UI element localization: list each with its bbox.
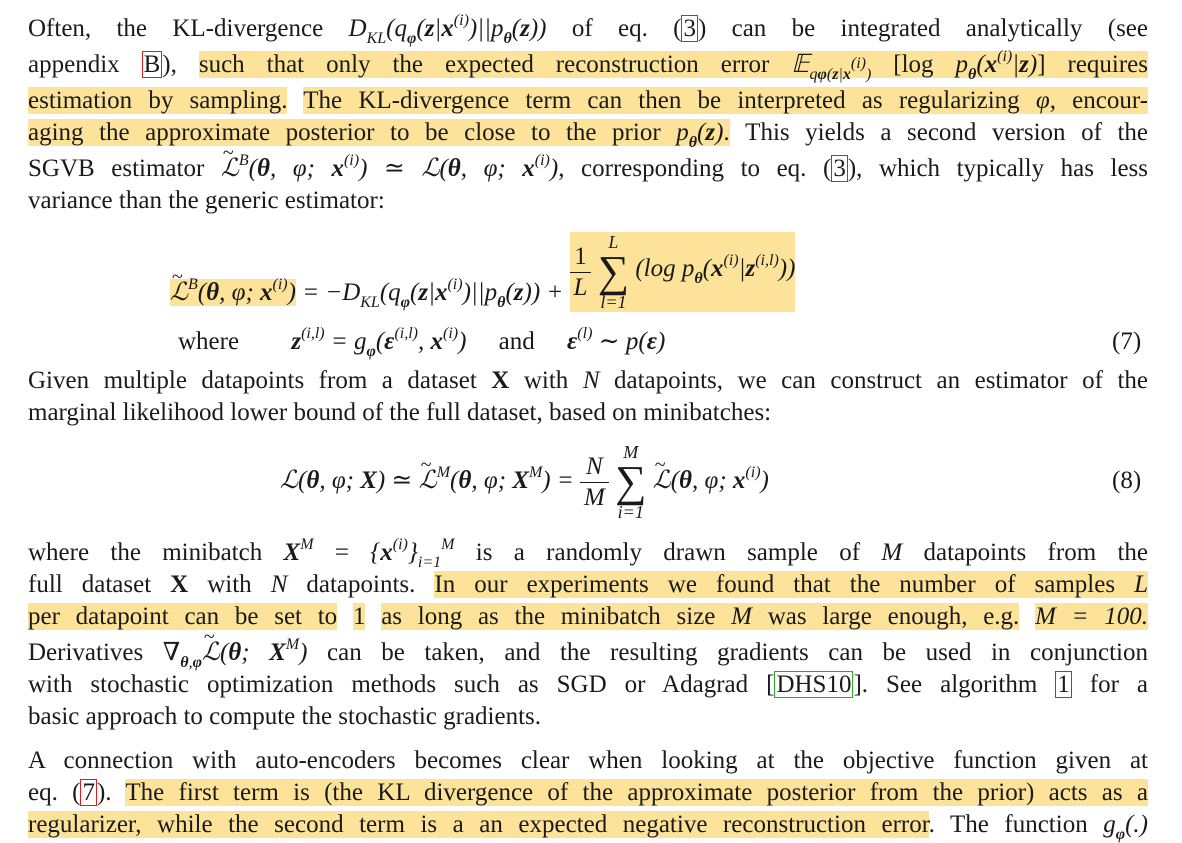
p3-line-3: per datapoint can be set to 1 as long as the minibatch size M was large enough, e.g. M = 100.: [28, 603, 1148, 630]
equation-8: ℒ(θ, φ; X) ≃ ~ ℒ$^M$(θ, φ; $X^M$) = $\frac{N}{M}$ M ∑ i=1 ~ ℒ(θ, φ; $x^{(i)}$): [280, 442, 769, 522]
ref-eq-3[interactable]: 3: [683, 15, 696, 42]
and-label: and: [498, 328, 535, 355]
p1-line-2: appendix B), such that only the expected reconstruction error 𝔼$_{q\varphi(z|x(i))}$ [log $p_\theta(x^{(i)}|z)$] requires: [28, 48, 1149, 83]
ref-eq-3b[interactable]: 3: [833, 155, 846, 182]
ref-algorithm-1[interactable]: 1: [1057, 671, 1070, 698]
p4-line-3: regularizer, while the second term is a an expected negative reconstruction error. The function $g_\varphi(.)$: [28, 811, 1148, 843]
equation-7-number: (7): [1112, 328, 1142, 355]
p1-line-1: Often, the KL-divergence $D_{KL}(q_\varphi(z|x^{(i)})||p_\theta(z))$ of eq. (3) can be integrated analytically (see: [28, 12, 1148, 47]
p3-line-6: basic approach to compute the stochastic gradients.: [28, 703, 542, 730]
cite-dhs10[interactable]: DHS10: [776, 671, 852, 698]
ref-appendix-b[interactable]: B: [143, 51, 161, 78]
p3-line-5: with stochastic optimization methods such as SGD or Adagrad [DHS10]. See algorithm 1 for a: [28, 671, 1149, 698]
equation-7: ~ ℒ$^B$(θ, φ; $x^{(i)}) = -D_{KL}(q_\varphi(z|x^{(i)})||p_\theta(z))$ + $\frac{1}{L}$ L ∑ l=1 (log $p_\theta(x^{(i)}|z^{(i,l)})$): [170, 232, 795, 312]
p4-line-1: A connection with auto-encoders becomes clear when looking at the objective function given at: [28, 747, 1148, 774]
p3-line-2: full dataset X with N datapoints. In our experiments we found that the number of samples L: [28, 571, 1148, 598]
p3-line-1: where the minibatch $X^M = \{x^{(i)}\}_{i=1}^M$ is a randomly drawn sample of M datapoints from the: [28, 536, 1149, 571]
p2-line-1: Given multiple datapoints from a dataset X with N datapoints, we can construct an estimator of the: [28, 367, 1148, 394]
equation-8-number: (8): [1112, 467, 1142, 494]
p1-line-4: aging the approximate posterior to be close to the prior $p_\theta(z)$. This yields a second version of the: [28, 119, 1148, 151]
p2-line-2: marginal likelihood lower bound of the full dataset, based on minibatches:: [28, 399, 772, 426]
p3-line-4: Derivatives $\nabla_{\theta,\varphi}\sim$ ℒ(θ; $X^M$) can be taken, and the resulting gradients can be used in conjunction: [28, 636, 1148, 669]
p4-line-2: eq. (7). The first term is (the KL divergence of the approximate posterior from the prior) acts as a: [28, 779, 1148, 806]
equation-7-where: where $z^{(i,l)} = g_\varphi(\varepsilon^{(i,l)}$, $x^{(i)}$) and $\varepsilon^{(l)}$ ∼ p(ε): [178, 325, 666, 360]
p1-line-5: SGVB estimator ~ ℒ$^B$(θ, φ; $x^{(i)}$) ≃ ℒ(θ, φ; $x^{(i)}$), corresponding to eq. (3), which typically has less: [28, 152, 1148, 185]
p1-line-3: estimation by sampling. The KL-divergence term can then be interpreted as regularizing φ, encour-: [28, 87, 1148, 114]
where-label: where: [178, 328, 240, 355]
ref-eq-7[interactable]: 7: [82, 779, 95, 806]
p1-line-6: variance than the generic estimator:: [28, 187, 385, 214]
